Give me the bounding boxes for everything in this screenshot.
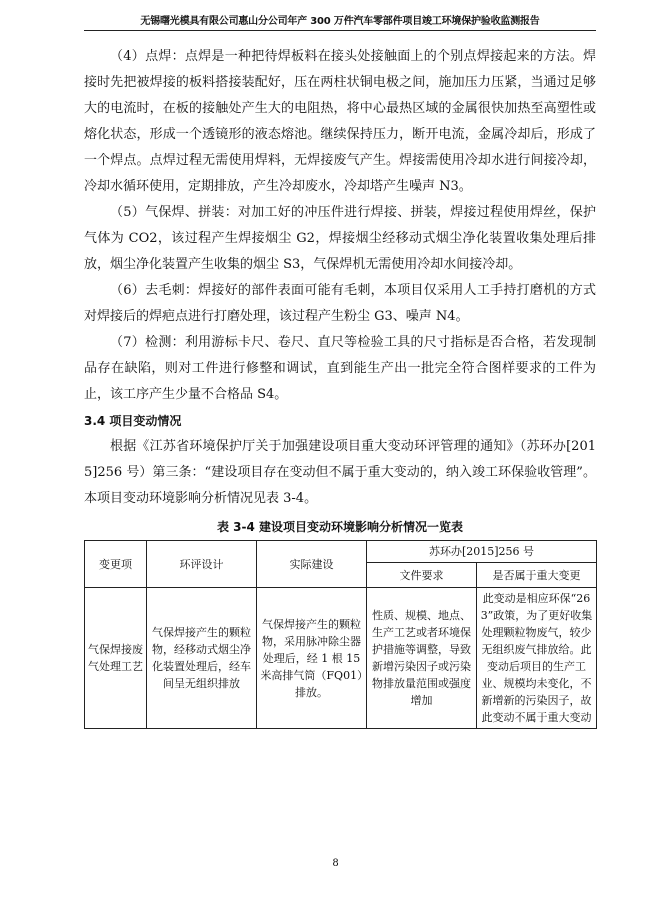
change-analysis-table — [84, 540, 597, 729]
header-document-requirement: 文件要求 — [367, 563, 477, 588]
document-body — [84, 44, 596, 729]
paragraph-inspection: （7）检测：利用游标卡尺、卷尺、直尺等检验工具的尺寸指标是否合格，若发现制品存在缺陷，则对工件进行修整和调试，直到能生产出一批完全符合图样要求的工件为止，该工序产生少量不合格品 S4。 — [84, 335, 596, 402]
header-change-item: 变更项 — [85, 541, 147, 588]
paragraph-spot-welding: （4）点焊：点焊是一种把待焊板料在接头处接触面上的个别点焊接起来的方法。焊接时先把被焊接的板料搭接装配好，压在两柱状铜电极之间，施加压力压紧，当通过足够大的电流时，在板的接触处产生大的电阻热，将中心最热区域的金属很快加热至高塑性或熔化状态，形成一个透镜形的液态熔池。继续保持压力，断开电流，金属冷却后，形成了一个焊点。点焊过程无需使用焊料，无焊接废气产生。焊接需使用冷却水进行间接冷却，冷却水循环使用，定期排放，产生冷却废水，冷却塔产生噪声 N3。 — [84, 49, 596, 194]
page-header: 无锡曙光模具有限公司惠山分公司年产 300 万件汽车零部件项目竣工环境保护验收监测报告 — [140, 16, 540, 27]
paragraph-project-changes: 根据《江苏省环境保护厅关于加强建设项目重大变动环评管理的通知》（苏环办[2015]256 号）第三条：“建设项目存在变动但不属于重大变动的，纳入竣工环保验收管理”。本项目变动环境影响分析情况见表 3-4。 — [84, 439, 596, 506]
header-regulation-group: 苏环办[2015]256 号 — [367, 541, 597, 563]
section-heading: 3.4 项目变动情况 — [84, 414, 182, 428]
cell-is-major-change: 此变动是相应环保“263”政策，为了更好收集处理颗粒物废气，较少无组织废气排放给。此变动后项目的生产工业、规模均未变化，不新增新的污染因子，故此变动不属于重大变动 — [477, 588, 597, 729]
cell-document-requirement: 性质、规模、地点、生产工艺或者环境保护措施等调整，导致新增污染因子或污染物排放量范围或强度增加 — [367, 588, 477, 729]
cell-change-item: 气保焊接废气处理工艺 — [85, 588, 147, 729]
page-number: 8 — [332, 858, 339, 869]
header-eia-design: 环评设计 — [147, 541, 257, 588]
cell-actual-construction: 气保焊接产生的颗粒物，采用脉冲除尘器处理后，经 1 根 15 米高排气筒（FQ01）排放。 — [257, 588, 367, 729]
header-is-major-change: 是否属于重大变更 — [477, 563, 597, 588]
paragraph-deburring: （6）去毛刺：焊接好的部件表面可能有毛刺，本项目仅采用人工手持打磨机的方式对焊接后的焊疤点进行打磨处理，该过程产生粉尘 G3、噪声 N4。 — [84, 283, 596, 324]
paragraph-gas-welding: （5）气保焊、拼装：对加工好的冲压件进行焊接、拼装，焊接过程使用焊丝，保护气体为 CO2，该过程产生焊接烟尘 G2，焊接烟尘经移动式烟尘净化装置收集处理后排放，烟尘净化装置产生收集的烟尘 S3，气保焊机无需使用冷却水间接冷却。 — [84, 205, 596, 272]
header-rule — [84, 30, 596, 31]
table-caption: 表 3-4 建设项目变动环境影响分析情况一览表 — [216, 520, 464, 534]
table-header-row — [85, 541, 597, 563]
cell-eia-design: 气保焊接产生的颗粒物，经移动式烟尘净化装置处理后，经车间呈无组织排放 — [147, 588, 257, 729]
header-actual-construction: 实际建设 — [257, 541, 367, 588]
table-row — [85, 588, 597, 729]
